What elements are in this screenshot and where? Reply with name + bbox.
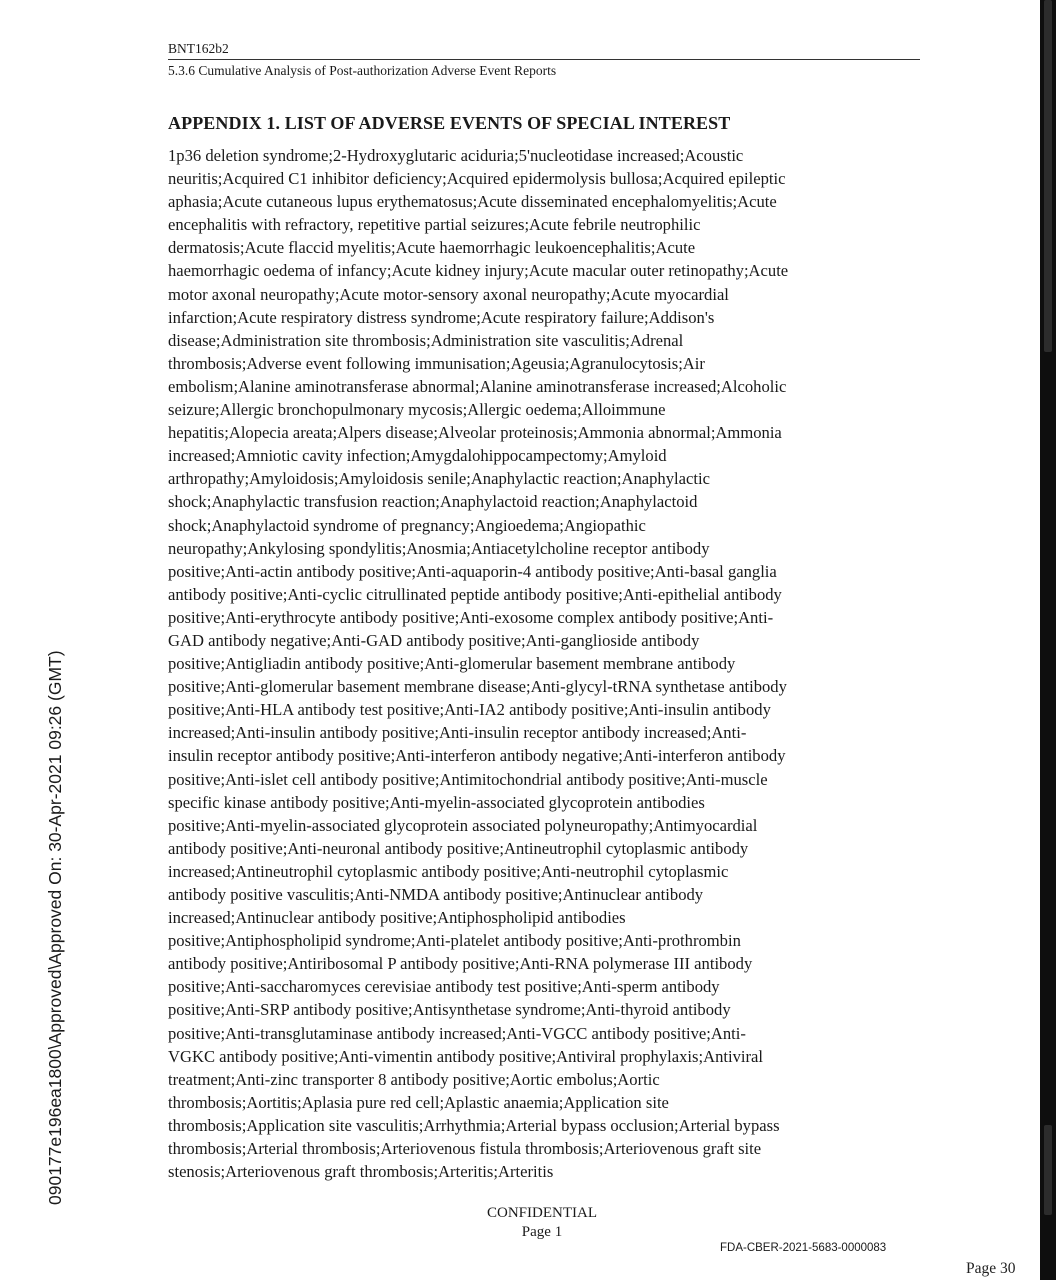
body-line: antibody positive;Anti-neuronal antibody positive;Antineutrophil cytoplasmic antibody — [168, 838, 749, 858]
body-line: antibody positive;Antiribosomal P antibody positive;Anti-RNA polymerase III antibody — [168, 954, 753, 974]
body-line: insulin receptor antibody positive;Anti-interferon antibody negative;Anti-interferon antibody — [168, 746, 786, 766]
body-line: increased;Antinuclear antibody positive;Antiphospholipid antibodies — [168, 908, 626, 928]
body-line: arthropathy;Amyloidosis;Amyloidosis senile;Anaphylactic reaction;Anaphylactic — [168, 469, 710, 489]
body-line: GAD antibody negative;Anti-GAD antibody positive;Anti-ganglioside antibody — [168, 630, 700, 650]
body-line: neuropathy;Ankylosing spondylitis;Anosmia;Antiacetylcholine receptor antibody — [168, 538, 710, 558]
body-line: positive;Anti-actin antibody positive;Anti-aquaporin-4 antibody positive;Anti-basal ganglia — [168, 561, 777, 581]
body-line: 1p36 deletion syndrome;2-Hydroxyglutaric aciduria;5'nucleotidase increased;Acoustic — [168, 146, 744, 165]
viewer-page-label: Page 30 — [966, 1260, 1016, 1277]
body-line: positive;Anti-glomerular basement membrane disease;Anti-glycyl-tRNA synthetase antibody — [168, 677, 787, 697]
body-line: aphasia;Acute cutaneous lupus erythematosus;Acute disseminated encephalomyelitis;Acute — [168, 192, 777, 212]
body-line: hepatitis;Alopecia areata;Alpers disease;Alveolar proteinosis;Ammonia abnormal;Ammonia — [168, 423, 782, 443]
body-line: increased;Anti-insulin antibody positive;Anti-insulin receptor antibody increased;Anti- — [168, 723, 747, 743]
body-line: positive;Anti-islet cell antibody positive;Antimitochondrial antibody positive;Anti-muscle — [168, 769, 768, 789]
body-line: thrombosis;Adverse event following immunisation;Ageusia;Agranulocytosis;Air — [168, 353, 705, 373]
body-line: stenosis;Arteriovenous graft thrombosis;Arteritis;Arteritis — [168, 1162, 554, 1182]
adverse-events-list — [168, 144, 928, 1183]
body-line: positive;Antigliadin antibody positive;Anti-glomerular basement membrane antibody — [168, 654, 736, 674]
body-line: infarction;Acute respiratory distress syndrome;Acute respiratory failure;Addison's — [168, 307, 715, 327]
body-line: thrombosis;Arterial thrombosis;Arteriovenous fistula thrombosis;Arteriovenous graft site — [168, 1139, 762, 1159]
body-line: antibody positive vasculitis;Anti-NMDA antibody positive;Antinuclear antibody — [168, 885, 704, 904]
body-line: thrombosis;Aortitis;Aplasia pure red cell;Aplastic anaemia;Application site — [168, 1092, 669, 1112]
body-line: increased;Antineutrophil cytoplasmic antibody positive;Anti-neutrophil cytoplasmic — [168, 861, 729, 881]
body-line: positive;Anti-saccharomyces cerevisiae antibody test positive;Anti-sperm antibody — [168, 977, 720, 997]
body-line: positive;Anti-erythrocyte antibody positive;Anti-exosome complex antibody positive;Anti- — [168, 607, 774, 627]
confidential-label: CONFIDENTIAL — [487, 1205, 597, 1221]
body-line: positive;Anti-myelin-associated glycoprotein associated polyneuropathy;Antimyocardial — [168, 815, 758, 835]
body-line: positive;Anti-HLA antibody test positive;Anti-IA2 antibody positive;Anti-insulin antibody — [168, 700, 771, 720]
body-line: treatment;Anti-zinc transporter 8 antibody positive;Aortic embolus;Aortic — [168, 1069, 660, 1089]
body-line: encephalitis with refractory, repetitive partial seizures;Acute febrile neutrophilic — [168, 215, 701, 235]
body-line: disease;Administration site thrombosis;Administration site vasculitis;Adrenal — [168, 330, 684, 350]
body-line: shock;Anaphylactic transfusion reaction;Anaphylactoid reaction;Anaphylactoid — [168, 492, 698, 512]
document-header — [168, 40, 920, 57]
approval-stamp: 090177e196ea1800\Approved\Approved On: 30-Apr-2021 09:26 (GMT) — [45, 650, 65, 1205]
body-line: positive;Anti-transglutaminase antibody increased;Anti-VGCC antibody positive;Anti- — [168, 1023, 746, 1043]
document-id: FDA-CBER-2021-5683-0000083 — [720, 1242, 887, 1254]
footer-page-number: Page 1 — [521, 1224, 563, 1240]
body-line: positive;Antiphospholipid syndrome;Anti-platelet antibody positive;Anti-prothrombin — [168, 931, 741, 951]
body-line: neuritis;Acquired C1 inhibitor deficiency;Acquired epidermolysis bullosa;Acquired epileptic — [168, 169, 786, 189]
body-line: antibody positive;Anti-cyclic citrullinated peptide antibody positive;Anti-epithelial antibody — [168, 584, 782, 604]
body-line: haemorrhagic oedema of infancy;Acute kidney injury;Acute macular outer retinopathy;Acute — [168, 261, 789, 281]
scrollbar-thumb[interactable] — [1044, 0, 1052, 352]
section-title: 5.3.6 Cumulative Analysis of Post-authorization Adverse Event Reports — [168, 63, 557, 78]
body-line: shock;Anaphylactoid syndrome of pregnancy;Angioedema;Angiopathic — [168, 515, 646, 535]
header-rule — [168, 59, 920, 60]
body-line: specific kinase antibody positive;Anti-myelin-associated glycoprotein antibodies — [168, 792, 705, 812]
body-line: thrombosis;Application site vasculitis;Arrhythmia;Arterial bypass occlusion;Arterial bypass — [168, 1115, 780, 1135]
product-name: BNT162b2 — [168, 41, 229, 56]
body-line: seizure;Allergic bronchopulmonary mycosis;Allergic oedema;Alloimmune — [168, 400, 666, 420]
appendix-title: APPENDIX 1. LIST OF ADVERSE EVENTS OF SPECIAL INTEREST — [168, 113, 731, 133]
scrollbar-thumb-lower[interactable] — [1044, 1125, 1052, 1215]
body-line: dermatosis;Acute flaccid myelitis;Acute haemorrhagic leukoencephalitis;Acute — [168, 238, 696, 258]
body-line: embolism;Alanine aminotransferase abnormal;Alanine aminotransferase increased;Alcoholic — [168, 376, 787, 396]
body-line: positive;Anti-SRP antibody positive;Antisynthetase syndrome;Anti-thyroid antibody — [168, 1000, 731, 1020]
body-line: motor axonal neuropathy;Acute motor-sensory axonal neuropathy;Acute myocardial — [168, 284, 729, 304]
body-line: increased;Amniotic cavity infection;Amygdalohippocampectomy;Amyloid — [168, 446, 667, 466]
body-line: VGKC antibody positive;Anti-vimentin antibody positive;Antiviral prophylaxis;Antiviral — [168, 1046, 764, 1066]
